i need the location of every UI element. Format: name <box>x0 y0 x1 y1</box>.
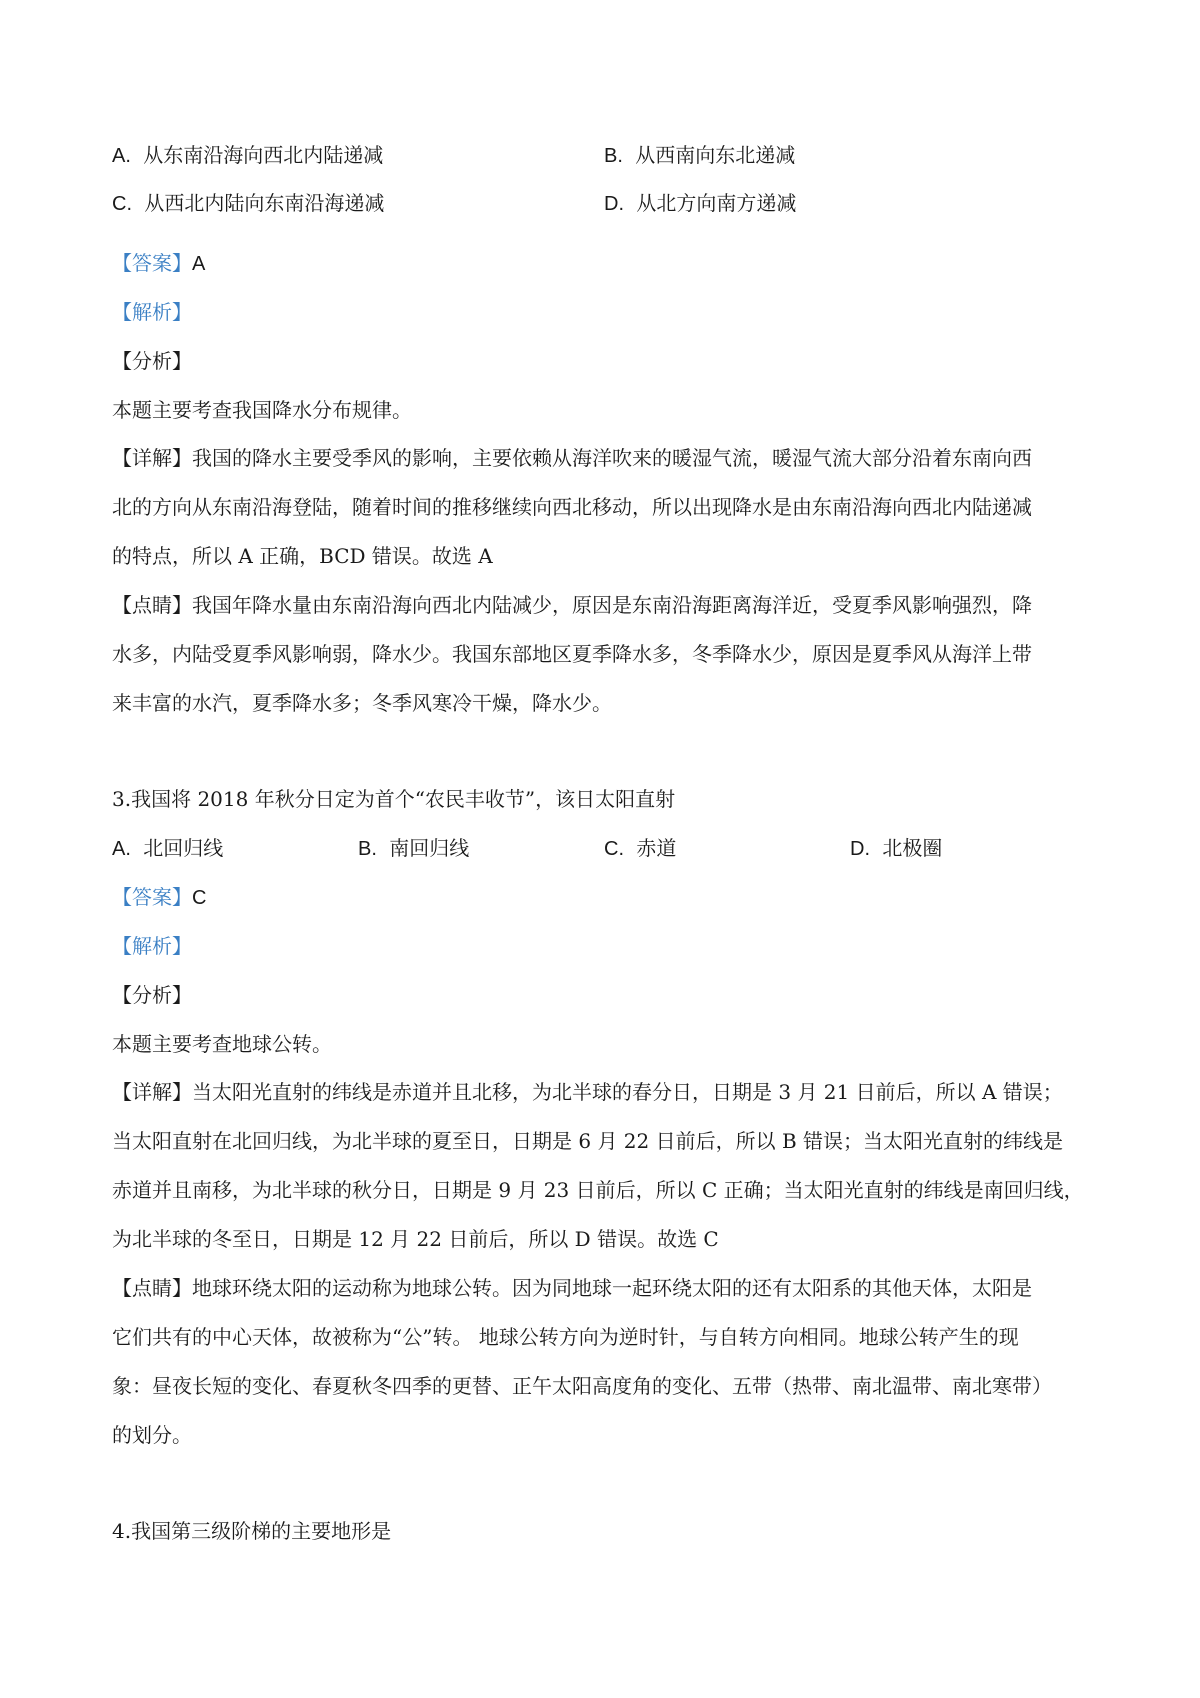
detail-line: 北的方向从东南沿海登陆，随着时间的推移继续向西北移动，所以出现降水是由东南沿海向西北内陆递减 <box>112 495 1032 519</box>
option-text: 北极圈 <box>882 836 943 860</box>
q2-analysis-label: 【解析】 <box>112 300 192 324</box>
detail-line: 的特点，所以 A 正确，BCD 错误。故选 A <box>112 544 493 568</box>
option-text: 从东南沿海向西北内陆递减 <box>143 143 384 167</box>
q3-analysis-label: 【解析】 <box>112 934 192 958</box>
q3-stem: 3.我国将 2018 年秋分日定为首个“农民丰收节”，该日太阳直射 <box>112 787 676 811</box>
option-letter: C. <box>604 838 624 860</box>
q3-option-a[interactable] <box>112 836 223 861</box>
option-text: 从西北内陆向东南沿海递减 <box>144 191 385 215</box>
comment-line: 象：昼夜长短的变化、春夏秋冬四季的更替、正午太阳高度角的变化、五带（热带、南北温带、南北寒带） <box>112 1374 1052 1398</box>
option-letter: B. <box>358 838 377 860</box>
option-letter: A. <box>112 145 131 167</box>
q3-option-d[interactable] <box>850 836 942 861</box>
q2-answer <box>112 251 205 276</box>
detail-line: 【详解】当太阳光直射的纬线是赤道并且北移，为北半球的春分日，日期是 3 月 21 日前后，所以 A 错误； <box>112 1080 1063 1104</box>
q2-comment <box>112 581 1098 728</box>
detail-line: 为北半球的冬至日，日期是 12 月 22 日前后，所以 D 错误。故选 C <box>112 1227 719 1251</box>
comment-line: 的划分。 <box>112 1423 192 1447</box>
option-letter: B. <box>604 145 623 167</box>
q3-fenxi-label: 【分析】 <box>112 983 192 1007</box>
option-text: 北回归线 <box>143 836 224 860</box>
q2-detail <box>112 434 1098 581</box>
option-letter: C. <box>112 193 132 215</box>
q3-comment <box>112 1264 1098 1460</box>
answer-value: A <box>192 253 206 275</box>
q2-option-a[interactable] <box>112 143 383 168</box>
comment-line: 来丰富的水汽，夏季降水多；冬季风寒冷干燥，降水少。 <box>112 691 612 715</box>
option-text: 赤道 <box>636 836 677 860</box>
detail-line: 当太阳直射在北回归线，为北半球的夏至日，日期是 6 月 22 日前后，所以 B 错误；当太阳光直射的纬线是 <box>112 1129 1064 1153</box>
comment-line: 水多，内陆受夏季风影响弱，降水少。我国东部地区夏季降水多，冬季降水少，原因是夏季风从海洋上带 <box>112 642 1032 666</box>
comment-line: 【点睛】地球环绕太阳的运动称为地球公转。因为同地球一起环绕太阳的还有太阳系的其他天体，太阳是 <box>112 1276 1032 1300</box>
option-text: 从北方向南方递减 <box>636 191 797 215</box>
q3-fenxi-text: 本题主要考查地球公转。 <box>112 1032 332 1056</box>
q3-detail <box>112 1068 1098 1264</box>
detail-line: 赤道并且南移，为北半球的秋分日，日期是 9 月 23 日前后，所以 C 正确；当太阳光直射的纬线是南回归线， <box>112 1178 1084 1202</box>
q2-option-b[interactable] <box>604 143 795 168</box>
q4-stem: 4.我国第三级阶梯的主要地形是 <box>112 1519 392 1543</box>
q2-fenxi-text: 本题主要考查我国降水分布规律。 <box>112 398 412 422</box>
option-letter: D. <box>604 193 624 215</box>
q3-answer <box>112 885 206 910</box>
answer-label: 【答案】 <box>112 885 192 909</box>
comment-line: 【点睛】我国年降水量由东南沿海向西北内陆减少，原因是东南沿海距离海洋近，受夏季风影响强烈，降 <box>112 593 1032 617</box>
q3-option-b[interactable] <box>358 836 469 861</box>
answer-label: 【答案】 <box>112 251 192 275</box>
option-text: 南回归线 <box>389 836 470 860</box>
option-letter: A. <box>112 838 131 860</box>
q2-fenxi-label: 【分析】 <box>112 349 192 373</box>
detail-line: 【详解】我国的降水主要受季风的影响，主要依赖从海洋吹来的暖湿气流，暖湿气流大部分沿着东南向西 <box>112 446 1032 470</box>
option-letter: D. <box>850 838 870 860</box>
option-text: 从西南向东北递减 <box>635 143 796 167</box>
q2-option-d[interactable] <box>604 191 796 216</box>
comment-line: 它们共有的中心天体，故被称为“公”转。 地球公转方向为逆时针，与自转方向相同。地球公转产生的现 <box>112 1325 1019 1349</box>
q3-option-c[interactable] <box>604 836 676 861</box>
answer-value: C <box>192 887 207 909</box>
q2-option-c[interactable] <box>112 191 384 216</box>
